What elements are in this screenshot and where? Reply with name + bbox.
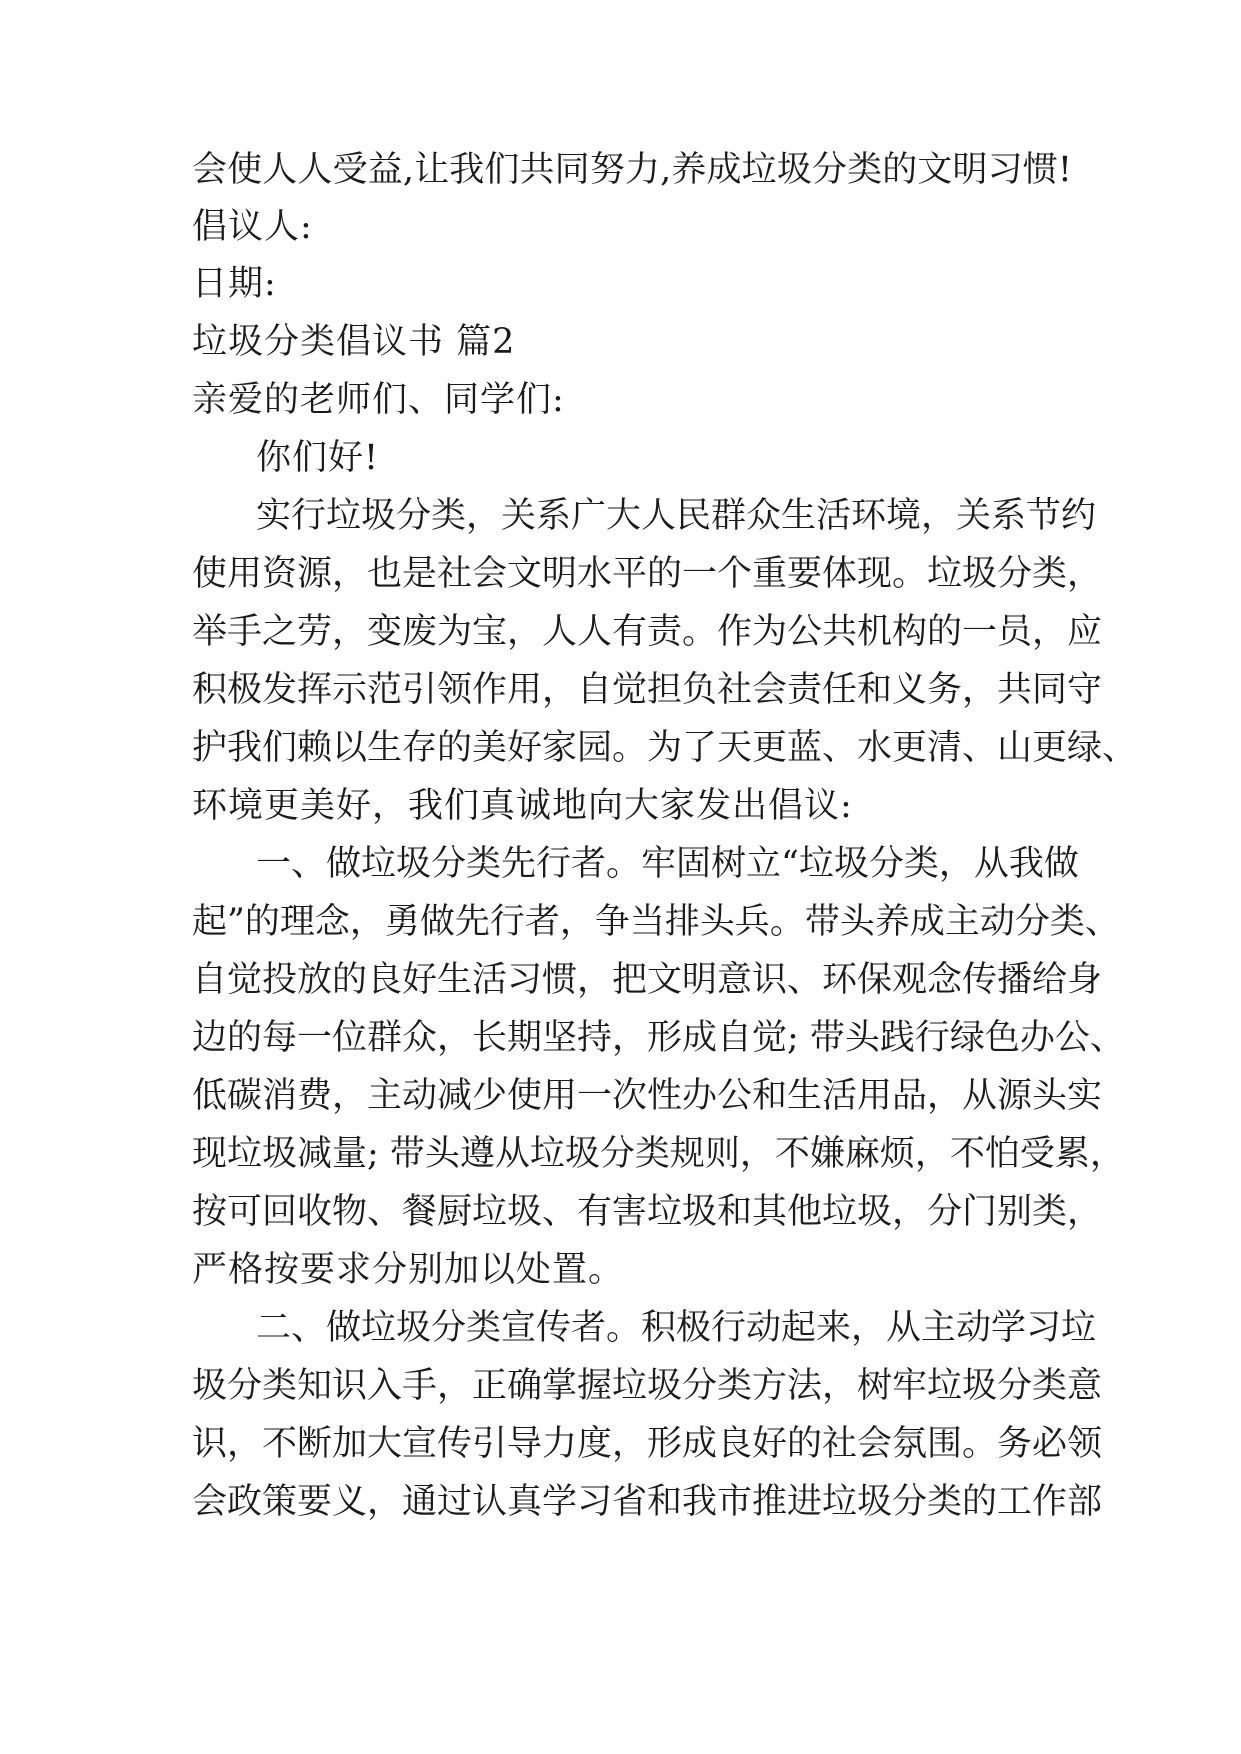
initiator-label: 倡议人:	[192, 207, 313, 247]
paragraph-line: 会政策要义，通过认真学习省和我市推进垃圾分类的工作部	[192, 1482, 1103, 1522]
paragraph-line: 护我们赖以生存的美好家园。为了天更蓝、水更清、山更绿、	[192, 728, 1138, 768]
paragraph-line: 积极发挥示范引领作用，自觉担负社会责任和义务，共同守	[192, 670, 1103, 710]
greeting: 你们好!	[256, 438, 380, 478]
paragraph-line: 环境更美好，我们真诚地向大家发出倡议:	[192, 786, 853, 826]
paragraph-line: 按可回收物、餐厨垃圾、有害垃圾和其他垃圾，分门别类，	[192, 1192, 1103, 1232]
paragraph-line: 自觉投放的良好生活习惯，把文明意识、环保观念传播给身	[192, 960, 1103, 1000]
paragraph-line: 一、做垃圾分类先行者。牢固树立“垃圾分类，从我做	[256, 844, 1079, 884]
paragraph-line: 低碳消费，主动减少使用一次性办公和生活用品，从源头实	[192, 1076, 1103, 1116]
salutation: 亲爱的老师们、同学们:	[192, 380, 565, 420]
paragraph-line: 会使人人受益,让我们共同努力,养成垃圾分类的文明习惯!	[192, 150, 1072, 190]
date-label: 日期:	[192, 264, 277, 304]
paragraph-line: 使用资源，也是社会文明水平的一个重要体现。垃圾分类，	[192, 554, 1103, 594]
paragraph-line: 实行垃圾分类，关系广大人民群众生活环境，关系节约	[256, 496, 1097, 536]
paragraph-line: 起”的理念，勇做先行者，争当排头兵。带头养成主动分类、	[192, 902, 1120, 942]
paragraph-line: 二、做垃圾分类宣传者。积极行动起来，从主动学习垃	[256, 1308, 1097, 1348]
section-heading: 垃圾分类倡议书 篇2	[192, 322, 516, 362]
paragraph-line: 举手之劳，变废为宝，人人有责。作为公共机构的一员，应	[192, 612, 1103, 652]
paragraph-line: 边的每一位群众，长期坚持，形成自觉; 带头践行绿色办公、	[192, 1018, 1125, 1058]
paragraph-line: 识，不断加大宣传引导力度，形成良好的社会氛围。务必领	[192, 1424, 1103, 1464]
paragraph-line: 严格按要求分别加以处置。	[192, 1250, 625, 1290]
paragraph-line: 圾分类知识入手，正确掌握垃圾分类方法，树牢垃圾分类意	[192, 1366, 1103, 1406]
paragraph-line: 现垃圾减量; 带头遵从垃圾分类规则，不嫌麻烦，不怕受累，	[192, 1134, 1125, 1174]
